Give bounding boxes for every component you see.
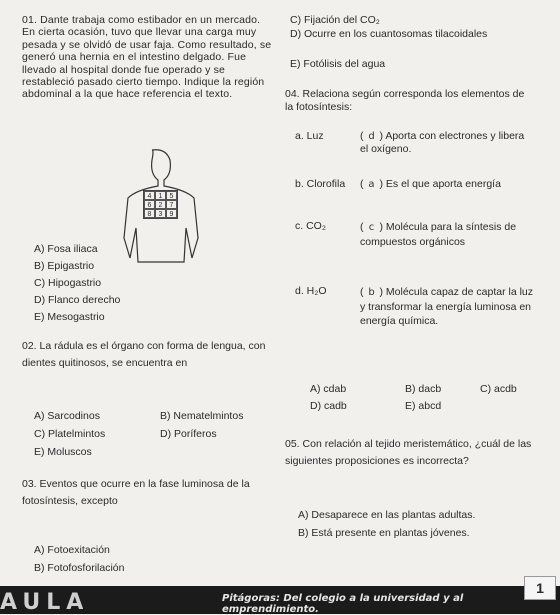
question-text: Con relación al tejido meristemático, ¿cuál de las siguientes proposiciones es incorrecta? bbox=[285, 438, 532, 467]
footer-bar bbox=[0, 586, 560, 614]
q01-option-c[interactable]: C) Hipogastrio bbox=[34, 277, 102, 289]
region-cell: 1 bbox=[155, 191, 166, 200]
question-number: 02. bbox=[22, 340, 37, 352]
answer-mark[interactable]: a bbox=[368, 179, 375, 190]
q04-option-e[interactable]: E) abcd bbox=[405, 400, 442, 412]
q01-option-b[interactable]: B) Epigastrio bbox=[34, 260, 95, 272]
q04-item-desc: ( d ) Aporta con electrones y libera el oxígeno. bbox=[360, 130, 525, 155]
q04-item-label: b. Clorofila bbox=[295, 178, 346, 190]
q02-option-c[interactable]: C) Platelmintos bbox=[34, 428, 106, 440]
q02-option-a[interactable]: A) Sarcodinos bbox=[34, 410, 100, 422]
q04-item-desc: ( b ) Molécula capaz de captar la luz y transformar la energía luminosa en energía química. bbox=[360, 286, 534, 327]
question-02 bbox=[22, 338, 277, 372]
question-text: La rádula es el órgano con forma de lengua, con dientes quitinosos, se encuentra en bbox=[22, 340, 266, 369]
q04-item-desc: ( c ) Molécula para la síntesis de compuestos orgánicos bbox=[360, 221, 517, 248]
answer-mark[interactable]: d bbox=[368, 131, 375, 142]
footer-slogan: Pitágoras: Del colegio a la universidad y al emprendimiento. bbox=[222, 593, 464, 615]
q01-option-a[interactable]: A) Fosa iliaca bbox=[34, 243, 98, 255]
region-cell: 8 bbox=[144, 209, 155, 218]
question-05 bbox=[285, 436, 535, 470]
q02-option-b[interactable]: B) Nematelmintos bbox=[160, 410, 244, 422]
q04-option-d[interactable]: D) cadb bbox=[310, 400, 347, 412]
question-number: 03. bbox=[22, 478, 37, 490]
question-01 bbox=[22, 14, 272, 101]
question-03 bbox=[22, 476, 277, 510]
region-cell: 3 bbox=[155, 209, 166, 218]
q05-option-b[interactable]: B) Está presente en plantas jóvenes. bbox=[298, 527, 470, 539]
answer-mark[interactable]: b bbox=[368, 287, 375, 298]
q01-option-e-right[interactable]: E) Fotólisis del agua bbox=[290, 58, 386, 70]
question-text: Relaciona según corresponda los elementos de la fotosíntesis: bbox=[285, 88, 525, 113]
q04-item-label: c. CO₂ bbox=[295, 220, 326, 232]
q05-option-a[interactable]: A) Desaparece en las plantas adultas. bbox=[298, 509, 476, 521]
q04-item-label: a. Luz bbox=[295, 130, 324, 142]
q04-option-a[interactable]: A) cdab bbox=[310, 383, 347, 395]
region-cell: 2 bbox=[155, 200, 166, 209]
logo: AULA bbox=[0, 592, 90, 614]
answer-mark[interactable]: c bbox=[368, 222, 375, 233]
q02-option-e[interactable]: E) Moluscos bbox=[34, 446, 92, 458]
q01-option-d-right[interactable]: D) Ocurre en los cuantosomas tilacoidales bbox=[290, 28, 488, 40]
question-text: Eventos que ocurre en la fase luminosa de la fotosíntesis, excepto bbox=[22, 478, 250, 507]
q04-option-b[interactable]: B) dacb bbox=[405, 383, 442, 395]
q02-option-d[interactable]: D) Poríferos bbox=[160, 428, 217, 440]
question-04 bbox=[285, 88, 535, 114]
region-cell: 5 bbox=[166, 191, 177, 200]
region-cell: 9 bbox=[166, 209, 177, 218]
q01-option-d[interactable]: D) Flanco derecho bbox=[34, 294, 121, 306]
q01-option-e[interactable]: E) Mesogastrio bbox=[34, 311, 105, 323]
question-number: 04. bbox=[285, 88, 300, 100]
page-number: 1 bbox=[524, 576, 556, 600]
question-number: 01. bbox=[22, 14, 38, 26]
abdominal-regions-grid bbox=[143, 190, 178, 219]
region-cell: 4 bbox=[144, 191, 155, 200]
q03-option-a[interactable]: A) Fotoexitación bbox=[34, 544, 110, 556]
q04-option-c[interactable]: C) acdb bbox=[480, 383, 517, 395]
q01-option-c-right[interactable]: C) Fijación del CO₂ bbox=[290, 14, 380, 26]
region-cell: 7 bbox=[166, 200, 177, 209]
question-text: Dante trabaja como estibador en un mercado. En cierta ocasión, tuvo que llevar una carga muy pesada y se olvidó de usar faja. Como resultado, se generó una hernia en el intestino delgado. Fue llevado al hospital donde fue operado y se restableció pasado cierto tiempo. Indique la región abdominal a la que hace referencia el texto. bbox=[22, 14, 272, 101]
q04-item-label: d. H₂O bbox=[295, 285, 327, 297]
q03-option-b[interactable]: B) Fotofosforilación bbox=[34, 562, 125, 574]
region-cell: 6 bbox=[144, 200, 155, 209]
question-number: 05. bbox=[285, 438, 300, 450]
q04-item-desc: ( a ) Es el que aporta energía bbox=[360, 178, 501, 190]
